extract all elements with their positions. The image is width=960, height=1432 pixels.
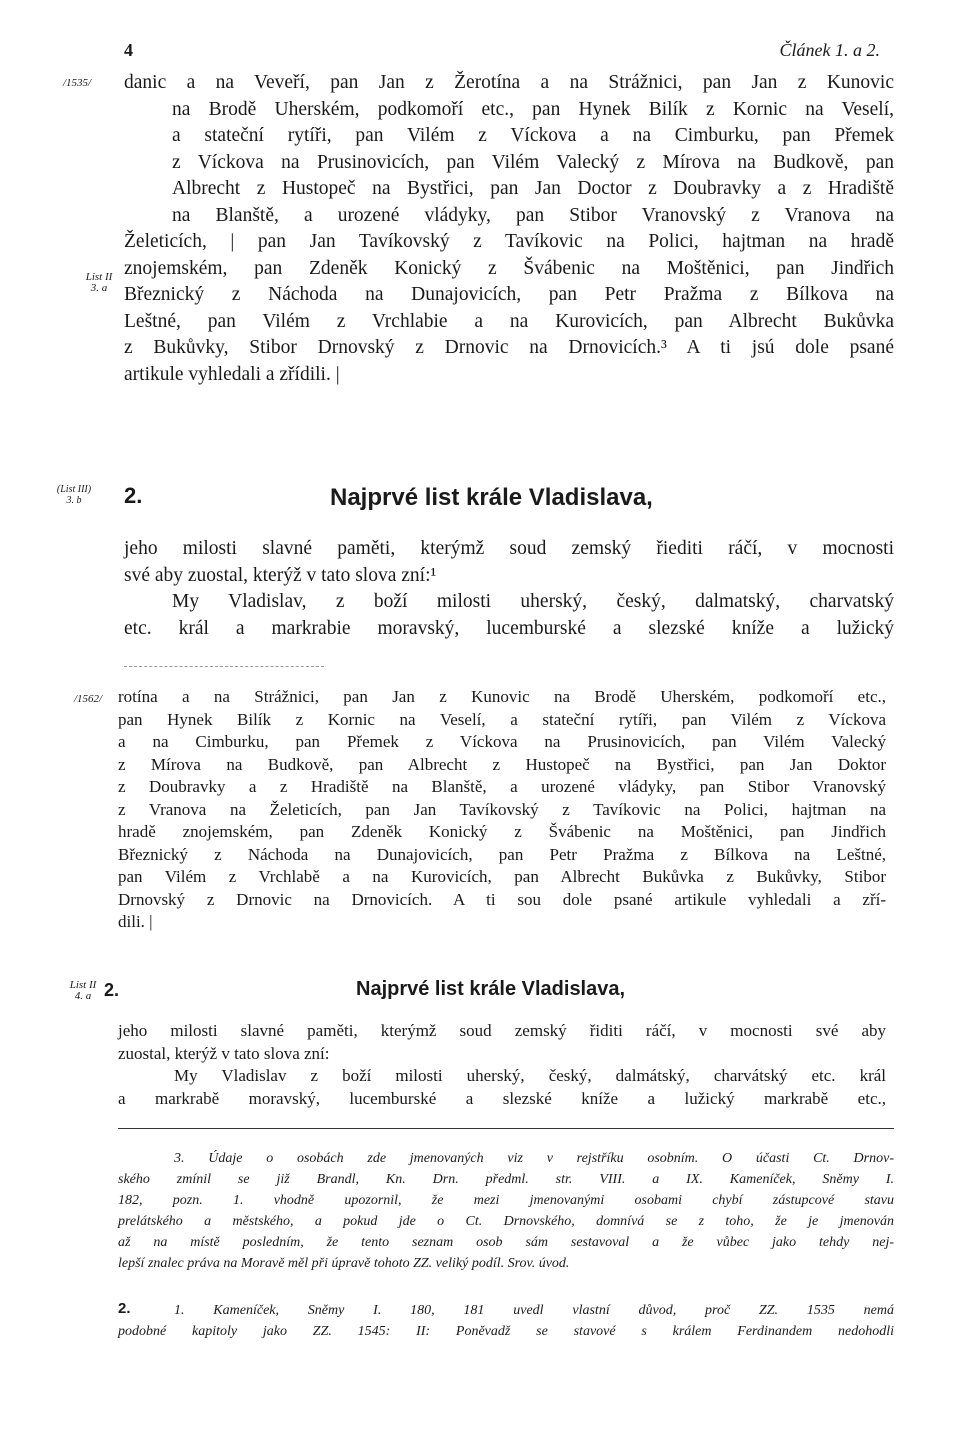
text-line: etc. král a markrabie moravský, lucemburské a slezské kníže a lužický: [124, 617, 894, 639]
footnote-line: lepší znalec práva na Moravě měl při úpravě tohoto ZZ. veliký podíl. Srov. úvod.: [118, 1256, 570, 1271]
text-line: na Brodě Uherském, podkomoří etc., pan Hynek Bilík z Kornic na Veselí,: [172, 98, 894, 120]
section-number: 2.: [124, 483, 143, 508]
text-line: pan Vilém z Vrchlabě a na Kurovicích, pan Albrecht Bukůvka z Bukůvky, Stibor: [118, 867, 886, 886]
text-line: zuostal, kterýž v tato slova zní:: [118, 1043, 330, 1063]
footnote-section-number: 2.: [118, 1300, 131, 1317]
margin-list-2b: [58, 980, 108, 1002]
text-line: rotína a na Strážnici, pan Jan z Kunovic na Brodě Uherském, podkomoří etc.,: [118, 687, 886, 706]
text-line: hradě znojemském, pan Zdeněk Konický z Švábenic na Moštěnici, pan Jindřich: [118, 822, 886, 841]
text-line: My Vladislav z boží milosti uherský, český, dalmátský, charvátský etc. král: [174, 1066, 886, 1085]
text-line: z Mírova na Budkově, pan Albrecht z Hustopeč na Bystřici, pan Jan Doktor: [118, 754, 886, 774]
main-text-1535: [124, 70, 894, 388]
footnote-line: 3. Údaje o osobách zde jmenovaných viz v rejstříku osobním. O účasti Ct. Drnov-: [174, 1151, 894, 1166]
margin-list-label: List II: [85, 271, 113, 283]
text-line: Březnický z Náchoda na Dunajovicích, pan Petr Pražma z Bílkova na: [124, 284, 894, 305]
margin-list-label: List II: [69, 979, 97, 991]
footnote-3: [118, 1148, 894, 1274]
footnote-line: 182, pozn. 1. vhodně upozornil, že mezi jmenovanými osobami chybí zástupcové stavu: [118, 1193, 894, 1208]
text-line: Albrecht z Hustopeč na Bystřici, pan Jan Doctor z Doubravky a z Hradiště: [172, 178, 894, 199]
text-line: pan Hynek Bilík z Kornic na Veselí, a stateční rytíři, pan Vilém z Víckova: [118, 709, 886, 729]
text-line: z Víckova na Prusinovicích, pan Vilém Valecký z Mírova na Budkově, pan: [172, 151, 894, 173]
text-line: z Vranova na Želeticích, pan Jan Tavíkovský z Tavíkovic na Polici, hajtman na: [118, 799, 886, 819]
margin-list-sub: 3. a: [90, 282, 108, 294]
text-line: jeho milosti slavné paměti, kterýmž soud zemský řiditi ráčí, v mocnosti své aby: [118, 1021, 886, 1040]
footnote-line: ského zmínil se již Brandl, Kn. Drn. předml. str. VIII. a IX. Kameníček, Sněmy I.: [118, 1172, 894, 1187]
text-line: a na Cimburku, pan Přemek z Víckova na Prusinovicích, pan Vilém Valecký: [118, 732, 886, 751]
footnote-line: podobné kapitoly jako ZZ. 1545: II: Poněvadž se stavové s králem Ferdinandem nedohodli: [118, 1324, 894, 1339]
text-line: dili. |: [118, 912, 153, 931]
margin-list-label: (List III): [56, 484, 92, 495]
margin-year-1535: /1535/: [62, 77, 92, 89]
text-line: My Vladislav, z boží milosti uherský, český, dalmatský, charvatský: [172, 591, 894, 612]
margin-year-1562: /1562/: [73, 693, 103, 705]
section-number: 2.: [104, 980, 120, 1000]
text-line: a markrabě moravský, lucemburské a slezské kníže a lužický markrabě etc.,: [118, 1088, 886, 1108]
text-line: Březnický z Náchoda na Dunajovicích, pan Petr Pražma z Bílkova na Leštné,: [118, 844, 886, 864]
text-line: Leštné, pan Vilém z Vrchlabie a na Kurovicích, pan Albrecht Bukůvka: [124, 310, 894, 332]
text-line: z Bukůvky, Stibor Drnovský z Drnovic na Drnovicích.³ A ti jsú dole psané: [124, 337, 894, 358]
margin-list-3: [48, 484, 100, 506]
text-line: své aby zuostal, kterýž v tato slova zní:¹: [124, 564, 437, 586]
text-line: jeho milosti slavné paměti, kterýmž soud zemský řiediti ráčí, v mocnosti: [124, 538, 894, 559]
running-head: Článek 1. a 2.: [779, 40, 880, 60]
text-line: znojemském, pan Zdeněk Konický z Švábenic na Moštěnici, pan Jindřich: [124, 257, 894, 279]
text-line: z Doubravky a z Hradiště na Blanště, a urozené vládyky, pan Stibor Vranovský: [118, 777, 886, 796]
omission-dashes: [124, 666, 324, 667]
main-text-1562: [118, 686, 886, 934]
text-line: danic a na Veveří, pan Jan z Žerotína a na Strážnici, pan Jan z Kunovic: [124, 72, 894, 93]
footnote-rule: [118, 1128, 894, 1129]
text-line: Drnovský z Drnovic na Drnovicích. A ti sou dole psané artikule vyhledali a zří-: [118, 889, 886, 909]
text-line: a stateční rytíři, pan Vilém z Víckova a na Cimburku, pan Přemek: [172, 125, 894, 146]
margin-list-2: [74, 272, 124, 294]
section-text-1562: [118, 1020, 886, 1110]
section-text-1535: [124, 536, 894, 642]
footnote-line: až na místě posledním, že tento seznam osob sám sestavoval a že vůbec jako tehdy nej-: [118, 1235, 894, 1250]
footnote-line: prelátského a městského, a pokud jde o Ct. Drnovského, domnívá se z toho, že je jmenován: [118, 1214, 894, 1229]
footnote-line: 1. Kameníček, Sněmy I. 180, 181 uvedl vlastní důvod, proč ZZ. 1535 nemá: [174, 1303, 894, 1318]
page-number: 4: [124, 40, 133, 60]
margin-list-sub: 4. a: [74, 990, 92, 1002]
text-line: Želeticích, | pan Jan Tavíkovský z Tavíkovic na Polici, hajtman na hradě: [124, 231, 894, 252]
text-line: artikule vyhledali a zřídili. |: [124, 363, 340, 385]
section-title: Najprvé list krále Vladislava,: [330, 484, 653, 511]
text-line: na Blanště, a urozené vládyky, pan Stibor Vranovský z Vranova na: [172, 204, 894, 226]
footnote-2: [118, 1300, 894, 1342]
margin-list-sub: 3. b: [66, 495, 82, 506]
section-title: Najprvé list krále Vladislava,: [356, 978, 626, 1000]
